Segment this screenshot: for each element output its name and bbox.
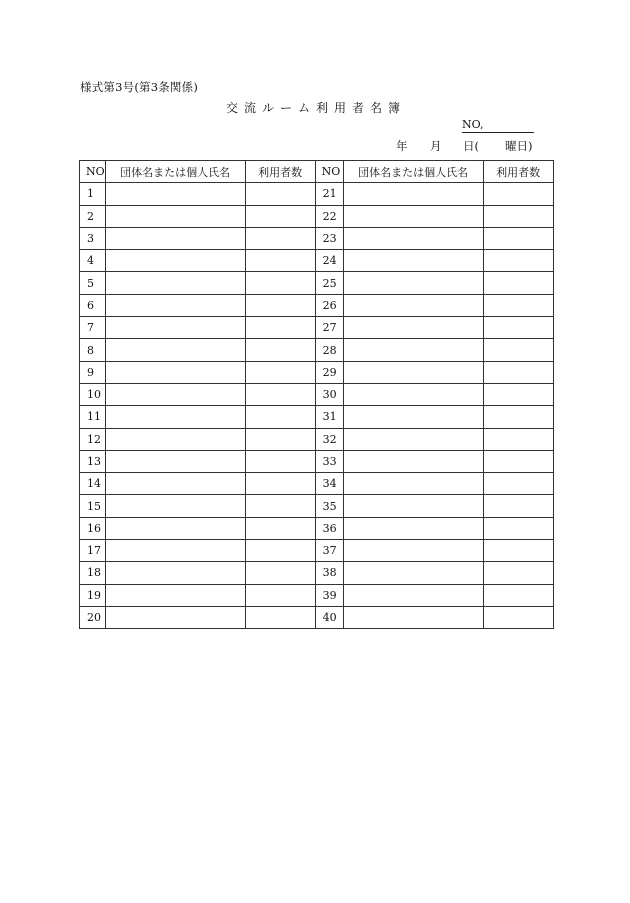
table-body xyxy=(80,183,554,629)
date-weekday-label: 曜日) xyxy=(505,139,533,153)
row-number-right: 30 xyxy=(315,383,343,405)
count-cell-left[interactable] xyxy=(245,383,315,405)
count-cell-right[interactable] xyxy=(483,361,553,383)
document-title-text: 交流ルーム利用者名簿 xyxy=(225,101,406,115)
count-cell-left[interactable] xyxy=(245,361,315,383)
name-cell-left[interactable] xyxy=(105,562,245,584)
name-cell-right[interactable] xyxy=(343,450,483,472)
count-cell-left[interactable] xyxy=(245,540,315,562)
table-row xyxy=(80,250,554,272)
count-cell-right[interactable] xyxy=(483,495,553,517)
table-row xyxy=(80,562,554,584)
name-cell-right[interactable] xyxy=(343,562,483,584)
row-number-left: 20 xyxy=(80,606,106,628)
count-cell-left[interactable] xyxy=(245,406,315,428)
name-cell-left[interactable] xyxy=(105,473,245,495)
name-cell-left[interactable] xyxy=(105,450,245,472)
table-row xyxy=(80,183,554,205)
count-cell-right[interactable] xyxy=(483,205,553,227)
count-cell-left[interactable] xyxy=(245,495,315,517)
count-cell-right[interactable] xyxy=(483,450,553,472)
table-row xyxy=(80,361,554,383)
name-cell-left[interactable] xyxy=(105,205,245,227)
row-number-left: 1 xyxy=(80,183,106,205)
row-number-left: 2 xyxy=(80,205,106,227)
row-number-right: 38 xyxy=(315,562,343,584)
table-row xyxy=(80,450,554,472)
count-cell-right[interactable] xyxy=(483,428,553,450)
header-count-left: 利用者数 xyxy=(245,161,315,183)
table-row xyxy=(80,584,554,606)
name-cell-right[interactable] xyxy=(343,584,483,606)
name-cell-right[interactable] xyxy=(343,205,483,227)
count-cell-left[interactable] xyxy=(245,250,315,272)
count-cell-left[interactable] xyxy=(245,450,315,472)
count-cell-right[interactable] xyxy=(483,606,553,628)
count-cell-right[interactable] xyxy=(483,406,553,428)
name-cell-left[interactable] xyxy=(105,250,245,272)
row-number-right: 36 xyxy=(315,517,343,539)
row-number-left: 14 xyxy=(80,473,106,495)
record-number-field[interactable]: NO, xyxy=(462,118,534,133)
name-cell-right[interactable] xyxy=(343,317,483,339)
header-no-left: NO xyxy=(80,161,106,183)
row-number-left: 12 xyxy=(80,428,106,450)
count-cell-left[interactable] xyxy=(245,205,315,227)
row-number-left: 19 xyxy=(80,584,106,606)
name-cell-right[interactable] xyxy=(343,495,483,517)
row-number-right: 32 xyxy=(315,428,343,450)
count-cell-left[interactable] xyxy=(245,183,315,205)
header-count-right: 利用者数 xyxy=(483,161,553,183)
name-cell-right[interactable] xyxy=(343,339,483,361)
row-number-right: 24 xyxy=(315,250,343,272)
document-title xyxy=(0,99,630,116)
name-cell-left[interactable] xyxy=(105,383,245,405)
name-cell-right[interactable] xyxy=(343,473,483,495)
name-cell-right[interactable] xyxy=(343,183,483,205)
row-number-right: 28 xyxy=(315,339,343,361)
name-cell-left[interactable] xyxy=(105,406,245,428)
header-no-right: NO xyxy=(315,161,343,183)
count-cell-left[interactable] xyxy=(245,562,315,584)
name-cell-right[interactable] xyxy=(343,406,483,428)
row-number-left: 8 xyxy=(80,339,106,361)
row-number-left: 4 xyxy=(80,250,106,272)
row-number-right: 25 xyxy=(315,272,343,294)
table-row xyxy=(80,495,554,517)
count-cell-left[interactable] xyxy=(245,294,315,316)
row-number-right: 26 xyxy=(315,294,343,316)
table-header-row xyxy=(80,161,554,183)
count-cell-right[interactable] xyxy=(483,473,553,495)
date-day-label: 日( xyxy=(463,139,479,153)
row-number-right: 33 xyxy=(315,450,343,472)
table-row xyxy=(80,294,554,316)
table-row xyxy=(80,606,554,628)
count-cell-left[interactable] xyxy=(245,428,315,450)
count-cell-left[interactable] xyxy=(245,227,315,249)
count-cell-left[interactable] xyxy=(245,606,315,628)
count-cell-right[interactable] xyxy=(483,317,553,339)
row-number-left: 16 xyxy=(80,517,106,539)
count-cell-left[interactable] xyxy=(245,517,315,539)
user-roster-table xyxy=(79,160,554,629)
row-number-right: 35 xyxy=(315,495,343,517)
name-cell-right[interactable] xyxy=(343,428,483,450)
row-number-left: 6 xyxy=(80,294,106,316)
name-cell-right[interactable] xyxy=(343,227,483,249)
name-cell-left[interactable] xyxy=(105,294,245,316)
table-row xyxy=(80,205,554,227)
name-cell-right[interactable] xyxy=(343,540,483,562)
name-cell-left[interactable] xyxy=(105,317,245,339)
table-row xyxy=(80,383,554,405)
row-number-left: 18 xyxy=(80,562,106,584)
row-number-right: 39 xyxy=(315,584,343,606)
table-row xyxy=(80,540,554,562)
row-number-left: 15 xyxy=(80,495,106,517)
count-cell-right[interactable] xyxy=(483,540,553,562)
count-cell-right[interactable] xyxy=(483,272,553,294)
date-year-label: 年 xyxy=(396,139,408,153)
name-cell-left[interactable] xyxy=(105,428,245,450)
row-number-right: 37 xyxy=(315,540,343,562)
row-number-left: 11 xyxy=(80,406,106,428)
table-row xyxy=(80,339,554,361)
name-cell-left[interactable] xyxy=(105,339,245,361)
name-cell-right[interactable] xyxy=(343,361,483,383)
count-cell-left[interactable] xyxy=(245,473,315,495)
count-cell-left[interactable] xyxy=(245,584,315,606)
count-cell-right[interactable] xyxy=(483,250,553,272)
name-cell-right[interactable] xyxy=(343,250,483,272)
row-number-right: 23 xyxy=(315,227,343,249)
name-cell-right[interactable] xyxy=(343,294,483,316)
count-cell-right[interactable] xyxy=(483,383,553,405)
name-cell-right[interactable] xyxy=(343,606,483,628)
row-number-left: 7 xyxy=(80,317,106,339)
table-row xyxy=(80,517,554,539)
row-number-right: 22 xyxy=(315,205,343,227)
header-name-right: 団体名または個人氏名 xyxy=(343,161,483,183)
table-row xyxy=(80,317,554,339)
name-cell-left[interactable] xyxy=(105,272,245,294)
row-number-right: 40 xyxy=(315,606,343,628)
count-cell-right[interactable] xyxy=(483,562,553,584)
table-row xyxy=(80,428,554,450)
name-cell-right[interactable] xyxy=(343,517,483,539)
form-number: 様式第3号(第3条関係) xyxy=(80,80,199,94)
row-number-left: 5 xyxy=(80,272,106,294)
count-cell-right[interactable] xyxy=(483,339,553,361)
row-number-left: 3 xyxy=(80,227,106,249)
count-cell-right[interactable] xyxy=(483,294,553,316)
name-cell-left[interactable] xyxy=(105,495,245,517)
name-cell-right[interactable] xyxy=(343,383,483,405)
name-cell-left[interactable] xyxy=(105,361,245,383)
name-cell-left[interactable] xyxy=(105,227,245,249)
name-cell-left[interactable] xyxy=(105,517,245,539)
name-cell-left[interactable] xyxy=(105,606,245,628)
row-number-right: 29 xyxy=(315,361,343,383)
count-cell-right[interactable] xyxy=(483,584,553,606)
name-cell-left[interactable] xyxy=(105,584,245,606)
count-cell-left[interactable] xyxy=(245,272,315,294)
count-cell-right[interactable] xyxy=(483,227,553,249)
row-number-right: 21 xyxy=(315,183,343,205)
count-cell-left[interactable] xyxy=(245,339,315,361)
table-row xyxy=(80,406,554,428)
count-cell-left[interactable] xyxy=(245,317,315,339)
header-name-left: 団体名または個人氏名 xyxy=(105,161,245,183)
date-month-label: 月 xyxy=(430,139,442,153)
row-number-right: 31 xyxy=(315,406,343,428)
row-number-left: 10 xyxy=(80,383,106,405)
row-number-left: 13 xyxy=(80,450,106,472)
row-number-left: 9 xyxy=(80,361,106,383)
table-row xyxy=(80,272,554,294)
name-cell-right[interactable] xyxy=(343,272,483,294)
row-number-left: 17 xyxy=(80,540,106,562)
name-cell-left[interactable] xyxy=(105,183,245,205)
name-cell-left[interactable] xyxy=(105,540,245,562)
table-row xyxy=(80,227,554,249)
count-cell-right[interactable] xyxy=(483,183,553,205)
row-number-right: 27 xyxy=(315,317,343,339)
count-cell-right[interactable] xyxy=(483,517,553,539)
row-number-right: 34 xyxy=(315,473,343,495)
table-row xyxy=(80,473,554,495)
